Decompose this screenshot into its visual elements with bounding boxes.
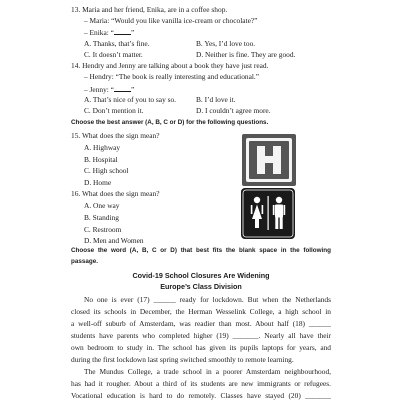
q13-stem: 13. Maria and her friend, Enika, are in a coffee shop. xyxy=(71,5,228,14)
q15-option-b: B. Hospital xyxy=(84,155,118,164)
passage-subtitle: Europe’s Class Division xyxy=(160,282,242,291)
q16-stem: 16. What does the sign mean? xyxy=(71,189,160,198)
q13-option-b: B. Yes, I’d love too. xyxy=(196,39,256,48)
instruction-signs: Choose the best answer (A, B, C or D) for the following questions. xyxy=(71,119,269,126)
q14-option-a: A. That’s nice of you to say so. xyxy=(84,95,177,104)
q14-stem: 14. Hendry and Jenny are talking about a book they have just read. xyxy=(71,61,269,70)
answer-blank xyxy=(114,28,131,35)
passage-p2-line: has had it rougher. About a third of its students are new immigrants or refugees. xyxy=(71,379,331,388)
q16-option-a: A. One way xyxy=(84,201,120,210)
q16-option-d: D. Men and Women xyxy=(84,236,144,245)
q13-enika-line: – Enika: “ ” xyxy=(84,28,135,37)
passage-title: Covid-19 School Closures Are Widening xyxy=(132,271,270,280)
q13-option-c: C. It doesn’t matter. xyxy=(84,50,143,59)
q14-hendry-line: – Hendry: “The book is really interesting and educational.” xyxy=(84,72,260,81)
q15-option-c: C. High school xyxy=(84,166,129,175)
q16-option-b: B. Standing xyxy=(84,213,119,222)
passage-p1-line: students have parents who completed higher (19) _______. Nearly all have their xyxy=(71,331,331,340)
passage-p1-line: during the first lockdown last spring switched smoothly to remote learning. xyxy=(71,355,294,364)
q13-maria-line: – Maria: “Would you like vanilla ice-cream or chocolate?” xyxy=(84,16,258,25)
passage-p1-line: closed its schools in December, the Herman Wesselink College, a high school in xyxy=(71,307,331,316)
q14-option-b: B. I’d love it. xyxy=(196,95,236,104)
instruction-passage-line-2: passage. xyxy=(71,258,98,265)
passage-p2-line: The Mundus College, a trade school in a poorer Amsterdam neighbourhood, xyxy=(84,367,331,376)
q14-option-c: C. Don’t mention it. xyxy=(84,106,144,115)
passage-p1-line: No one is ever (17) ______ ready for lockdown. But when the Netherlands xyxy=(84,295,331,304)
q13-option-d: D. Neither is fine. They are good. xyxy=(196,50,296,59)
passage-p1-line: a well-off suburb of Amsterdam, was readier than most. About half (18) ______ xyxy=(71,319,331,328)
hospital-sign-icon xyxy=(242,134,296,186)
q15-stem: 15. What does the sign mean? xyxy=(71,131,160,140)
instruction-passage-line-1: Choose the word (A, B, C or D) that best fits the blank space in the following xyxy=(71,247,331,254)
q14-option-d: D. I couldn’t agree more. xyxy=(196,106,271,115)
passage-p2-line: Vocational education is hard to do remotely. Classes have stayed (20) _______ xyxy=(71,391,331,400)
restroom-sign-icon xyxy=(241,188,295,239)
q13-option-a: A. Thanks, that’s fine. xyxy=(84,39,150,48)
q16-option-c: C. Restroom xyxy=(84,225,122,234)
answer-blank xyxy=(114,85,131,92)
q14-jenny-line: – Jenny: “ ” xyxy=(84,85,135,94)
q15-option-d: D. Home xyxy=(84,178,112,187)
q15-option-a: A. Highway xyxy=(84,143,121,152)
passage-p1-line: own bedroom to study in. The school has given its pupils laptops for years, and xyxy=(71,343,331,352)
